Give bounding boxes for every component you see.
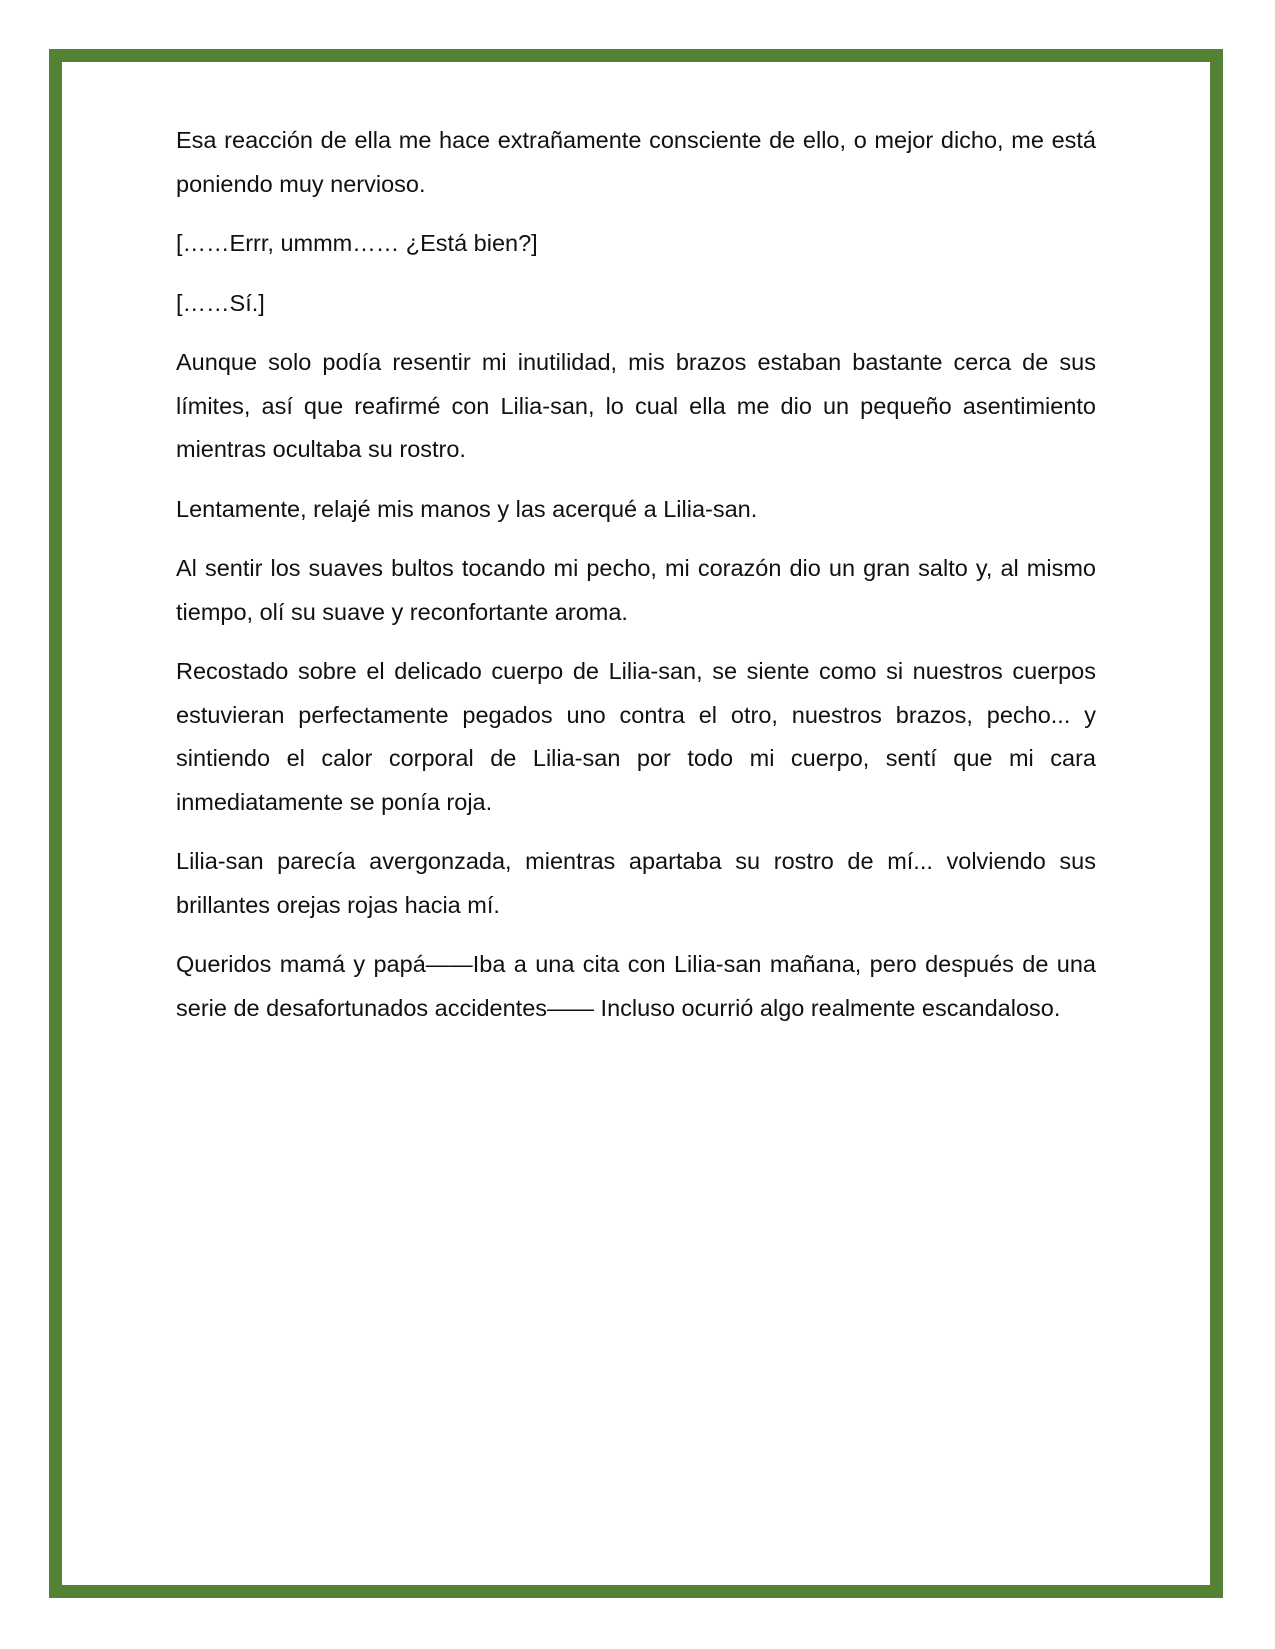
paragraph: Aunque solo podía resentir mi inutilidad, mis brazos estaban bastante cerca de sus límites, así que reafirmé con Lilia-san, lo cual ella me dio un pequeño asentimiento mientras ocultaba su rostro. bbox=[176, 349, 1096, 462]
paragraph: Queridos mamá y papá——Iba a una cita con Lilia-san mañana, pero después de una serie de desafortunados accidentes—— Incluso ocurrió algo realmente escandaloso. bbox=[176, 951, 1096, 1021]
dialogue-line: [……Sí.] bbox=[176, 289, 265, 316]
paragraph: Lentamente, relajé mis manos y las acerqué a Lilia-san. bbox=[176, 495, 758, 522]
page-body-text bbox=[176, 119, 1096, 1046]
paragraph: Al sentir los suaves bultos tocando mi pecho, mi corazón dio un gran salto y, al mismo tiempo, olí su suave y reconfortante aroma. bbox=[176, 555, 1096, 625]
dialogue-line: [……Errr, ummm…… ¿Está bien?] bbox=[176, 230, 538, 256]
paragraph: Lilia-san parecía avergonzada, mientras apartaba su rostro de mí... volviendo sus brillantes orejas rojas hacia mí. bbox=[176, 848, 1096, 918]
paragraph: Recostado sobre el delicado cuerpo de Lilia-san, se siente como si nuestros cuerpos estuvieran perfectamente pegados uno contra el otro, nuestros brazos, pecho... y sintiendo el calor corporal de Lilia-san por todo mi cuerpo, sentí que mi cara inmediatamente se ponía roja. bbox=[176, 658, 1096, 815]
paragraph: Esa reacción de ella me hace extrañamente consciente de ello, o mejor dicho, me está poniendo muy nervioso. bbox=[176, 127, 1096, 197]
